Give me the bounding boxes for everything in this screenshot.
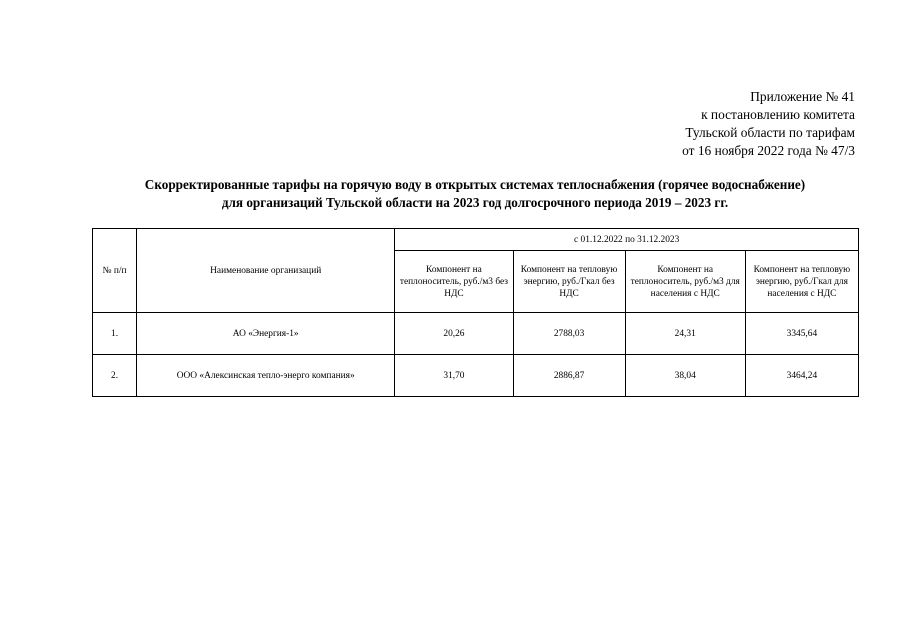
table-row <box>93 313 859 355</box>
tariff-table <box>92 228 859 397</box>
row-coolant-population-vat: 24,31 <box>625 313 745 355</box>
appendix-committee: Тульской области по тарифам <box>685 125 855 140</box>
header-period: с 01.12.2022 по 31.12.2023 <box>395 229 859 251</box>
row-heat-population-vat: 3345,64 <box>745 313 858 355</box>
appendix-resolution: к постановлению комитета <box>701 107 855 122</box>
header-coolant-population-vat: Компонент на теплоноситель, руб./м3 для населения с НДС <box>625 251 745 313</box>
row-number: 2. <box>93 355 137 397</box>
header-number: № п/п <box>93 229 137 313</box>
row-organization: АО «Энергия-1» <box>137 313 395 355</box>
row-coolant-population-vat: 38,04 <box>625 355 745 397</box>
title-line-2: для организаций Тульской области на 2023 год долгосрочного периода 2019 – 2023 гг. <box>221 195 729 210</box>
appendix-header <box>682 88 855 160</box>
document-title <box>90 176 860 212</box>
row-number: 1. <box>93 313 137 355</box>
row-heat-population-vat: 3464,24 <box>745 355 858 397</box>
row-coolant-no-vat: 20,26 <box>395 313 513 355</box>
header-organization: Наименование организаций <box>137 229 395 313</box>
header-coolant-no-vat: Компонент на теплоноситель, руб./м3 без НДС <box>395 251 513 313</box>
title-line-1: Скорректированные тарифы на горячую воду в открытых системах теплоснабжения (горячее водоснабжение) <box>144 177 806 192</box>
appendix-date: от 16 ноября 2022 года № 47/3 <box>682 143 855 158</box>
row-heat-no-vat: 2886,87 <box>513 355 625 397</box>
appendix-number: Приложение № 41 <box>750 89 855 104</box>
table-row <box>93 355 859 397</box>
row-organization: ООО «Алексинская тепло-энерго компания» <box>137 355 395 397</box>
row-heat-no-vat: 2788,03 <box>513 313 625 355</box>
table-header-row <box>93 229 859 251</box>
header-heat-no-vat: Компонент на тепловую энергию, руб./Гкал без НДС <box>513 251 625 313</box>
header-heat-population-vat: Компонент на тепловую энергию, руб./Гкал для населения с НДС <box>745 251 858 313</box>
row-coolant-no-vat: 31,70 <box>395 355 513 397</box>
